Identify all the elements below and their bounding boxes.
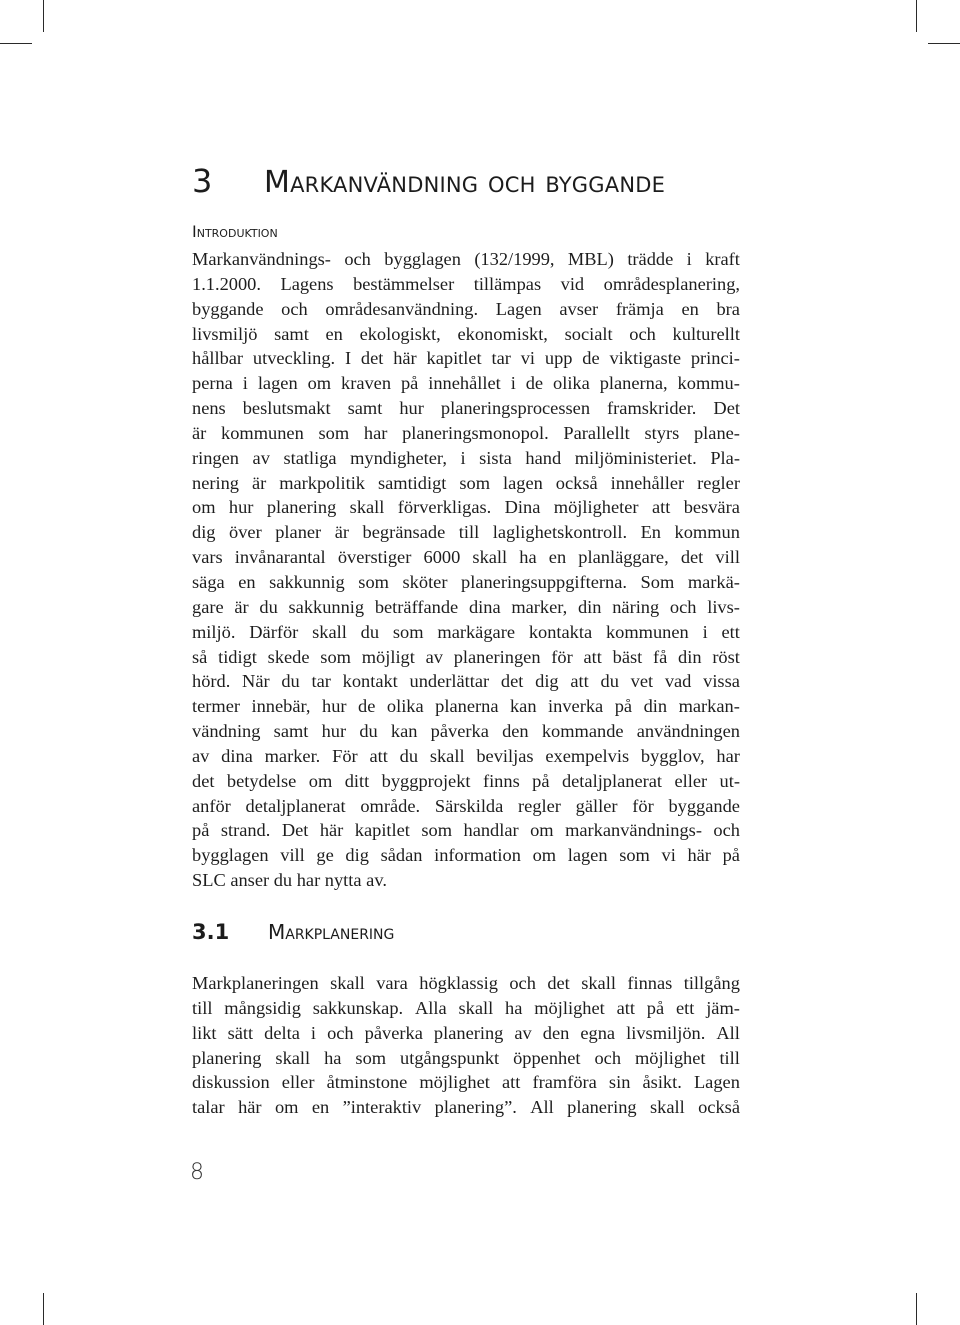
text-line: livsmiljö samt en ekologiskt, ekonomiskt, socialt och kulturellt	[192, 323, 740, 344]
text-line: ringen av statliga myndigheter, i sista hand miljöministeriet. Pla-	[192, 447, 740, 468]
text-line: vars invånarantal överstiger 6000 skall ha en planläggare, det vill	[192, 547, 740, 568]
subsection-heading	[192, 920, 394, 952]
text-line: är kommunen som har planeringsmonopol. Parallellt styrs plane-	[192, 422, 740, 443]
subsection-paragraph	[192, 971, 740, 1120]
text-line: om hur planering skall förverkligas. Dina möjligheter att besvära	[192, 497, 740, 518]
text-line: anför detaljplanerat område. Särskilda regler gäller för byggande	[192, 795, 740, 816]
crop-mark	[43, 0, 44, 32]
text-line: till mångsidig sakkunskap. Alla skall ha möjlighet att på ett jäm-	[192, 997, 740, 1018]
section-heading: Introduktion	[192, 222, 278, 241]
text-line: 1.1.2000. Lagens bestämmelser tillämpas vid områdesplanering,	[192, 273, 740, 294]
subsection-title: Markplanering	[268, 920, 395, 944]
chapter-number: 3	[192, 162, 213, 200]
text-line: vändning samt hur du kan påverka den kommande användningen	[192, 721, 740, 742]
text-line: på strand. Det här kapitlet som handlar om markanvändnings- och	[192, 820, 740, 841]
intro-paragraph	[192, 247, 740, 893]
text-line: bygglagen vill ge dig sådan information om lagen som vi här på	[192, 845, 740, 866]
text-line: perna i lagen om kraven på innehållet i de olika planerna, kommu-	[192, 373, 740, 394]
crop-mark	[916, 0, 917, 32]
subsection-number: 3.1	[192, 920, 230, 944]
crop-mark	[43, 1293, 44, 1325]
text-line: byggande och områdesanvändning. Lagen avser främja en bra	[192, 298, 740, 319]
text-line: planering skall ha som utgångspunkt öppenhet och möjlighet till	[192, 1047, 740, 1068]
text-line: Markplaneringen skall vara högklassig och det skall finnas tillgång	[192, 973, 740, 993]
text-line: dig över planer är begränsade till laglighetskontroll. En kommun	[192, 522, 740, 543]
text-line: talar här om en ”interaktiv planering”. All planering skall också	[192, 1097, 740, 1118]
text-line: diskussion eller åtminstone möjlighet att framföra sin åsikt. Lagen	[192, 1072, 740, 1093]
text-line: nering är markpolitik samtidigt som lagen också innehåller regler	[192, 472, 740, 493]
crop-mark	[928, 43, 960, 44]
text-line: av dina marker. För att du skall beviljas exempelvis bygglov, har	[192, 745, 740, 766]
text-line: hållbar utveckling. I det här kapitlet tar vi upp de viktigaste princi-	[192, 348, 740, 369]
crop-mark	[0, 43, 32, 44]
text-line: likt sätt delta i och påverka planering av den egna livsmiljön. All	[192, 1022, 740, 1043]
text-line: säga en sakkunnig som sköter planeringsuppgifterna. Som markä-	[192, 571, 740, 592]
text-line: hörd. När du tar kontakt underlättar det dig att du vet vad vissa	[192, 671, 740, 692]
text-line: nens beslutsmakt samt hur planeringsprocessen framskrider. Det	[192, 398, 740, 419]
text-line: så tidigt skede som möjligt av planeringen för att bäst få din röst	[192, 646, 740, 667]
chapter-heading	[192, 162, 792, 206]
chapter-title: Markanvändning och byggande	[264, 165, 666, 200]
text-line: det betydelse om ditt byggprojekt finns på detaljplanerat eller ut-	[192, 770, 740, 791]
page-number: 8	[190, 1160, 204, 1185]
text-line: miljö. Därför skall du som markägare kontakta kommunen i ett	[192, 621, 740, 642]
text-line: gare är du sakkunnig beträffande dina marker, din näring och livs-	[192, 596, 740, 617]
text-line: termer innebär, hur de olika planerna kan inverka på din markan-	[192, 696, 740, 717]
text-line: Markanvändnings- och bygglagen (132/1999, MBL) trädde i kraft	[192, 249, 740, 269]
text-line: SLC anser du har nytta av.	[192, 870, 387, 891]
crop-mark	[916, 1293, 917, 1325]
